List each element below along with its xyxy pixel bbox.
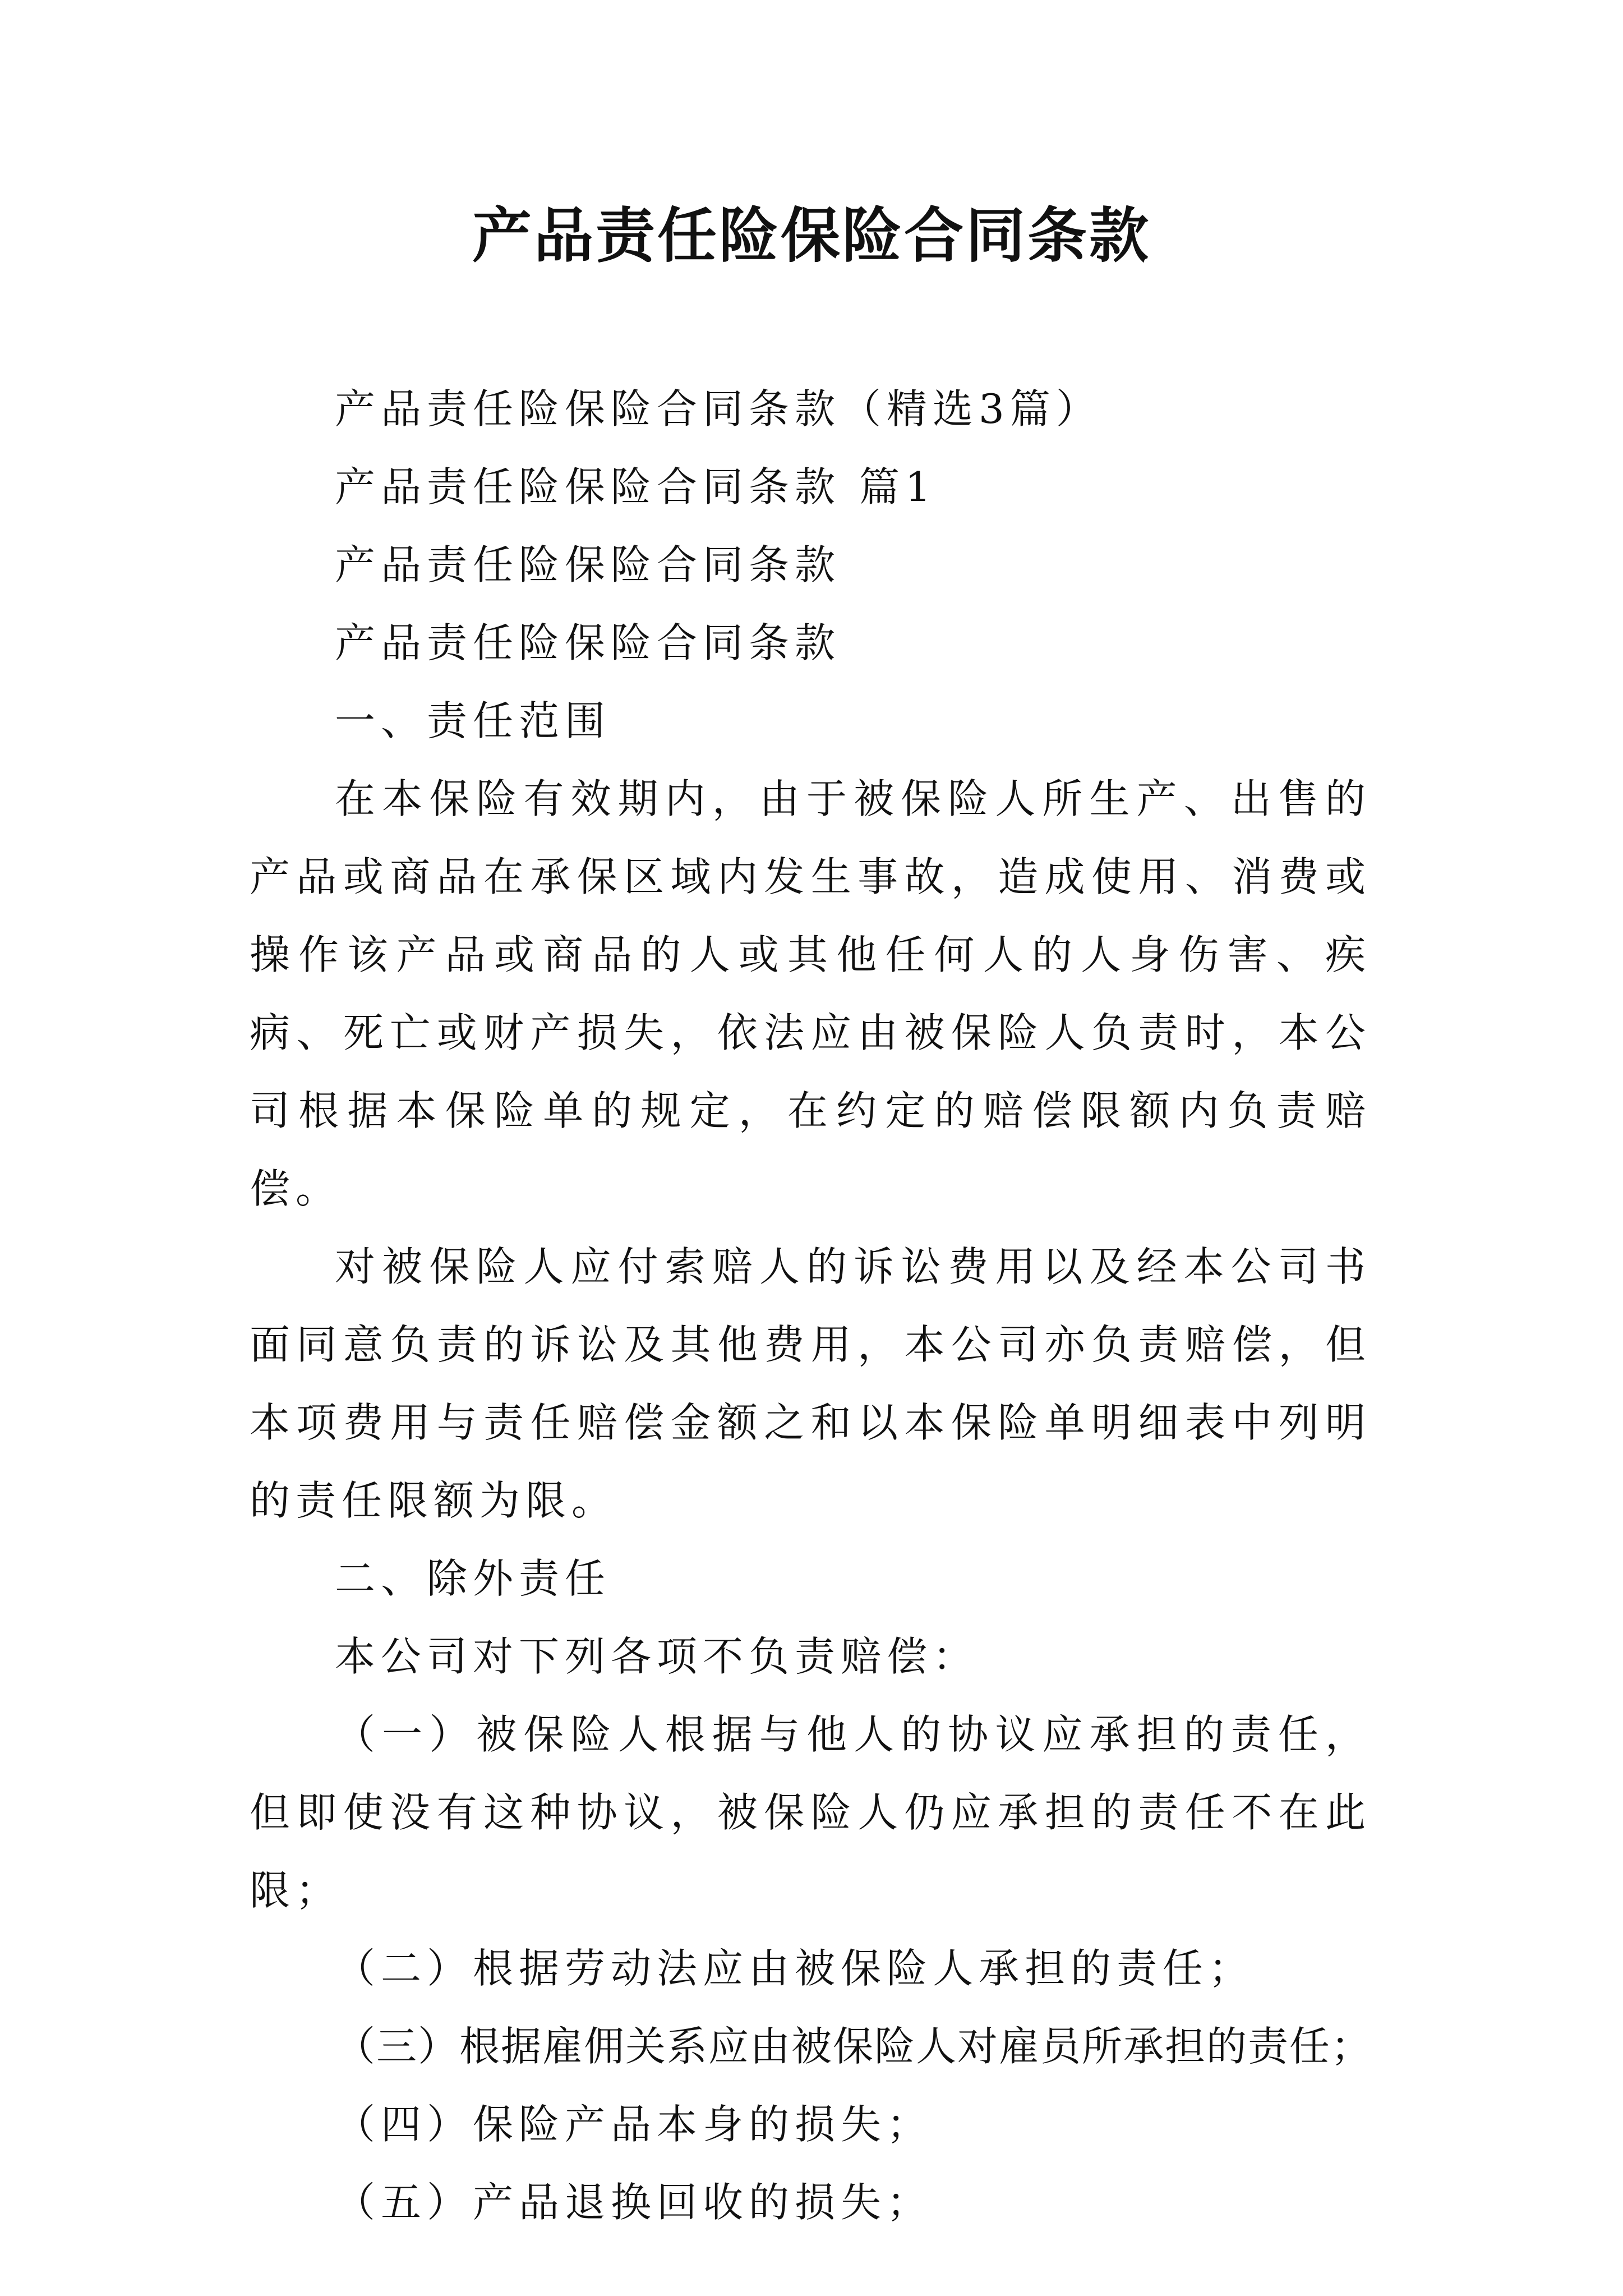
paragraph-body: 本公司对下列各项不负责赔偿： — [335, 1633, 979, 1680]
paragraph-clause-heading: 二、除外责任 — [335, 1555, 611, 1602]
paragraph-body: 在本保险有效期内，由于被保险人所生产、出售的产品或商品在承保区域内发生事故，造成使用、消费或操作该产品或商品的人或其他任何人的人身伤害、疾病、死亡或财产损失，依法应由被保险人负责时，本公司根据本保险单的规定，在约定的赔偿限额内负责赔偿。 — [250, 775, 1371, 1212]
paragraph-body: 对被保险人应付索赔人的诉讼费用以及经本公司书面同意负责的诉讼及其他费用，本公司亦负责赔偿，但本项费用与责任赔偿金额之和以本保险单明细表中列明的责任限额为限。 — [250, 1243, 1371, 1524]
paragraph-list-item: （三）根据雇佣关系应由被保险人对雇员所承担的责任； — [335, 2023, 1373, 2070]
paragraph-list-item: （一）被保险人根据与他人的协议应承担的责任，但即使没有这种协议，被保险人仍应承担的责任不在此限； — [250, 1711, 1371, 1914]
paragraph-subtitle: 产品责任险保险合同条款（精选3篇） — [335, 385, 1102, 432]
document-title: 产品责任险保险合同条款 — [472, 200, 1151, 270]
paragraph-heading: 产品责任险保险合同条款 — [335, 541, 841, 588]
paragraph-clause-heading: 一、责任范围 — [335, 697, 611, 744]
paragraph-list-item: （四）保险产品本身的损失； — [335, 2101, 933, 2148]
document-body — [250, 370, 1371, 2242]
paragraph-heading: 产品责任险保险合同条款 — [335, 619, 841, 666]
paragraph-list-item: （二）根据劳动法应由被保险人承担的责任； — [335, 1945, 1255, 1992]
paragraph-section-heading: 产品责任险保险合同条款 篇1 — [335, 463, 937, 510]
paragraph-list-item: （五）产品退换回收的损失； — [335, 2179, 933, 2226]
